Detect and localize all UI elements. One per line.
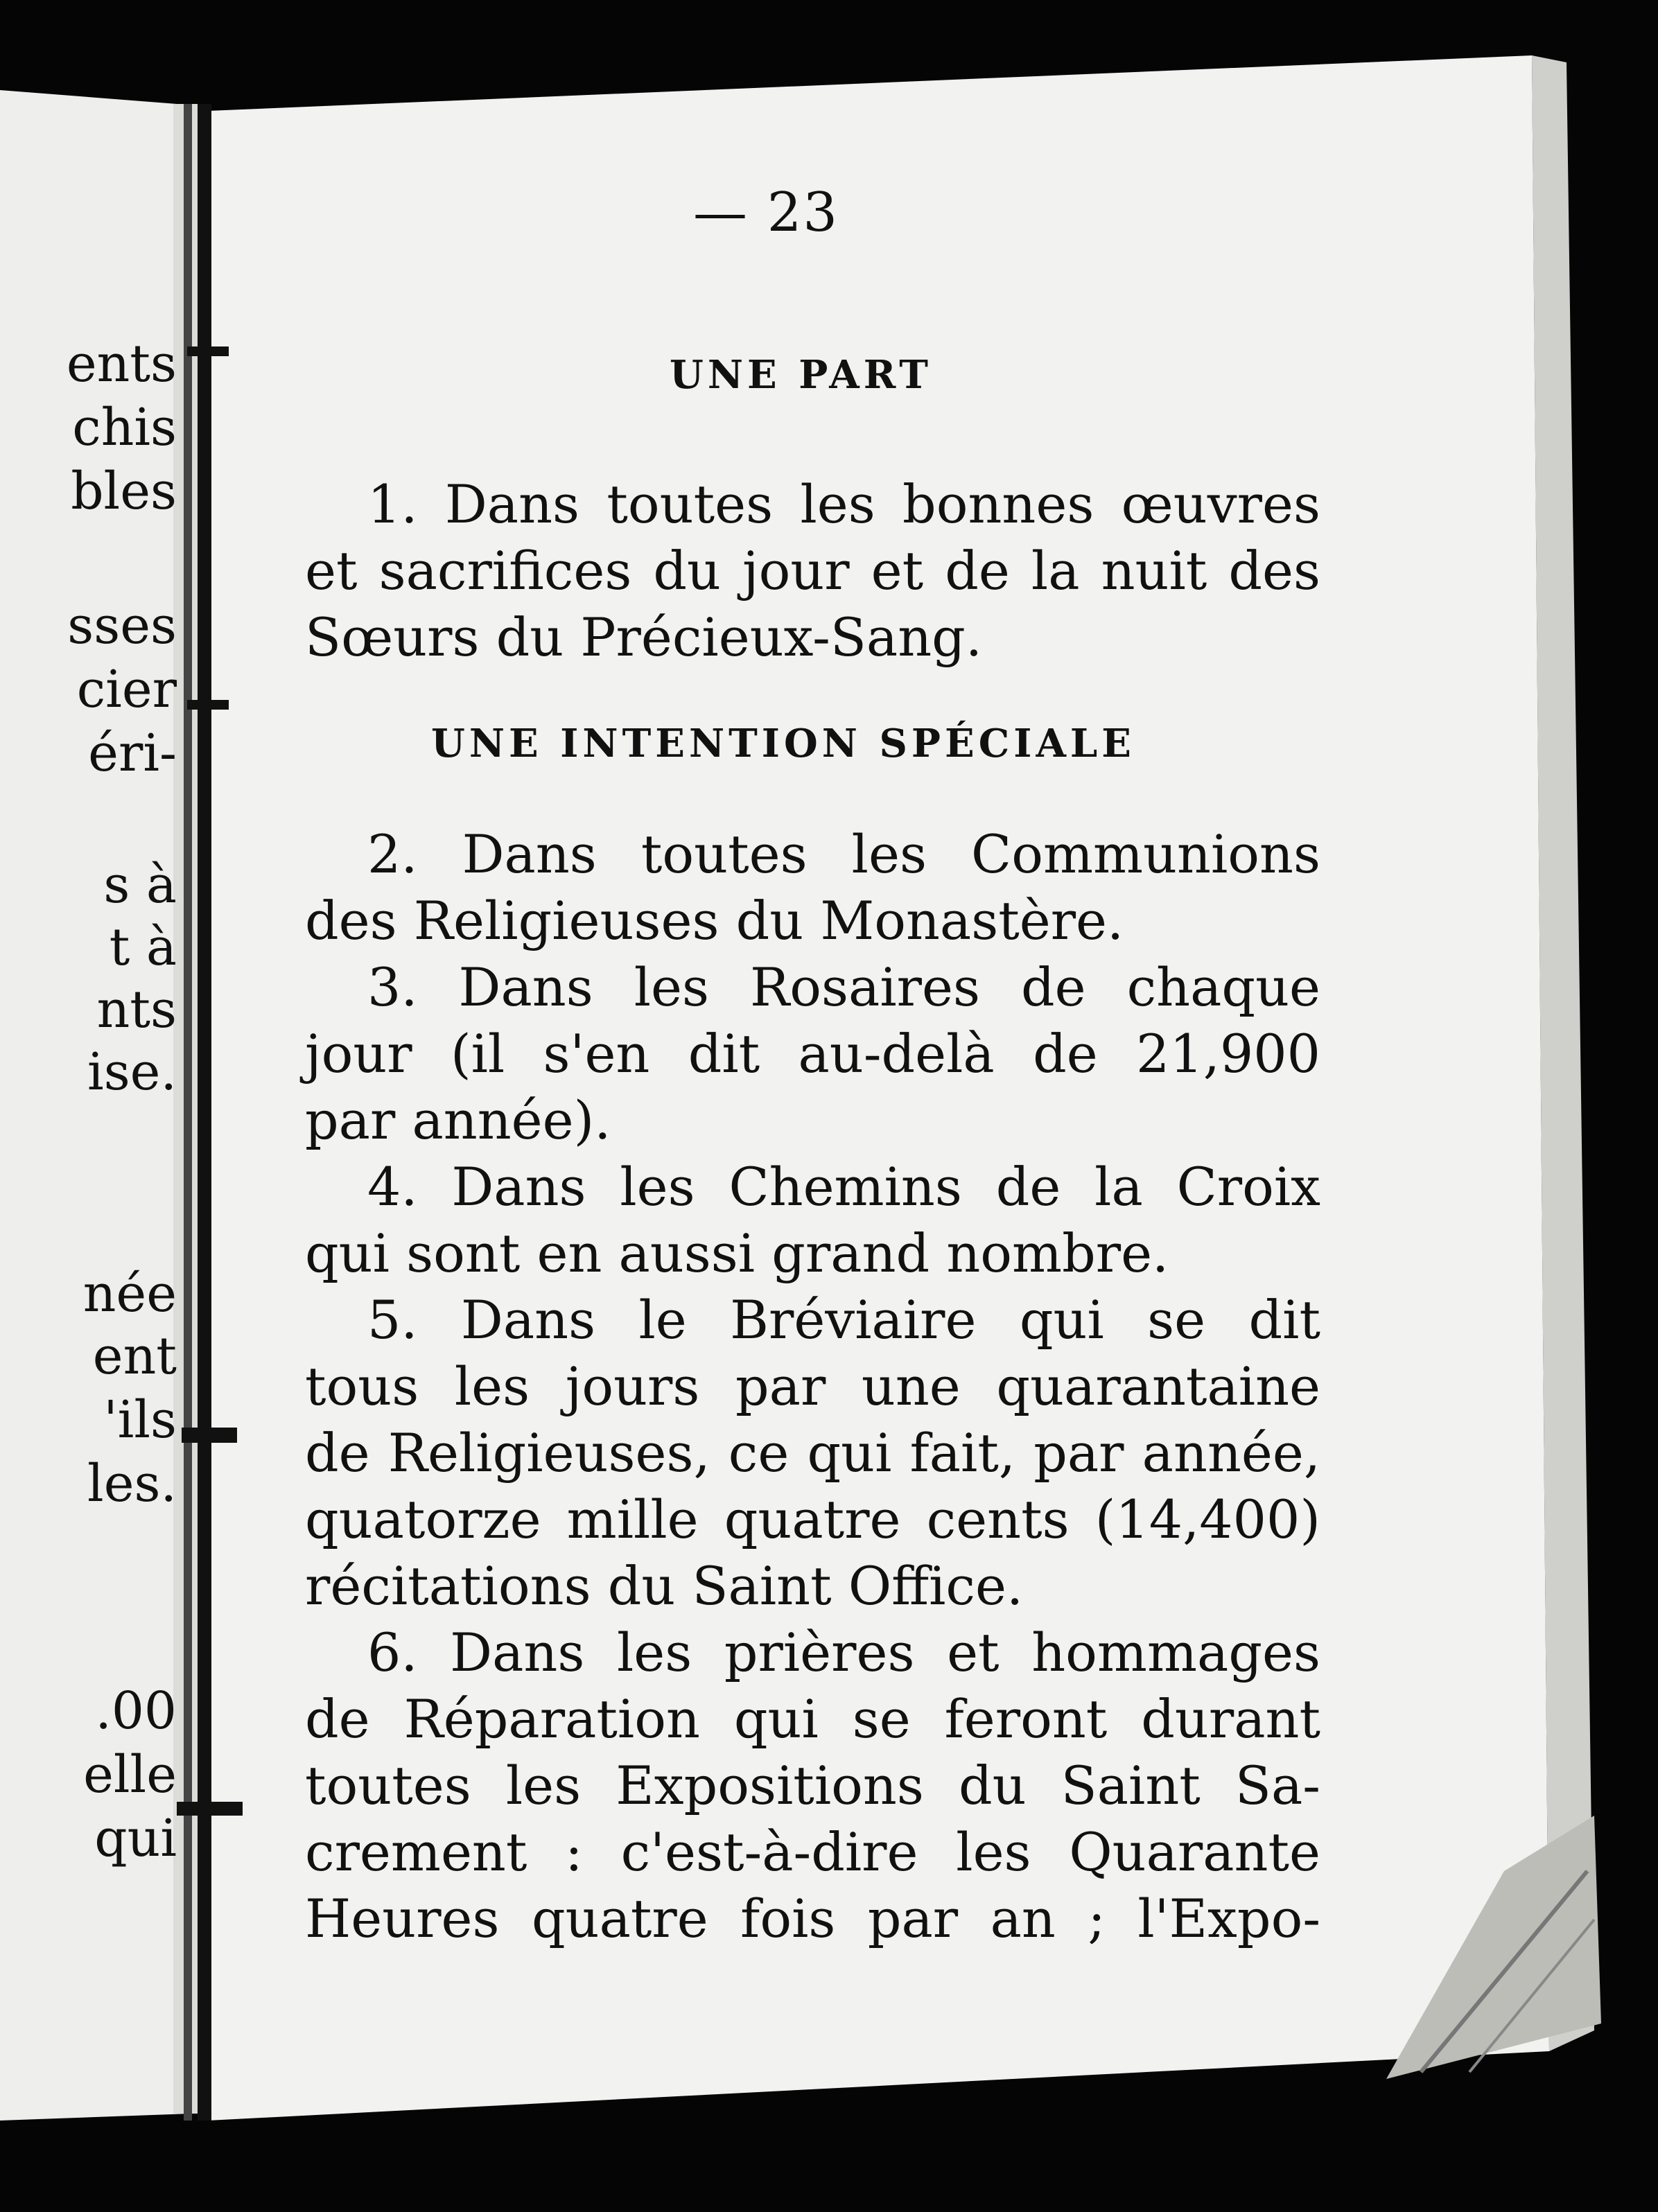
- text-line: 6. Dans les prières et hommages: [367, 1622, 1320, 1683]
- text-line: 2. Dans toutes les Communions: [367, 823, 1320, 885]
- text-line: jour (il s'en dit au-delà de 21,900: [305, 1023, 1320, 1085]
- left-fragment: elle: [83, 1745, 177, 1805]
- text-line: et sacrifices du jour et de la nuit des: [305, 540, 1320, 602]
- left-fragment: nts: [96, 980, 177, 1039]
- left-fragment: éri-: [88, 723, 177, 783]
- left-page-text: [0, 0, 194, 2212]
- text-line: 3. Dans les Rosaires de chaque: [367, 956, 1320, 1018]
- left-fragment: cier: [76, 660, 177, 719]
- left-fragment: t à: [109, 918, 177, 977]
- text-line: de Religieuses, ce qui fait, par année,: [305, 1422, 1320, 1484]
- text-line: de Réparation qui se feront durant: [305, 1688, 1320, 1750]
- text-line: Sœurs du Précieux-Sang.: [305, 606, 982, 668]
- section-heading: UNE PART: [670, 352, 932, 398]
- text-line: 4. Dans les Chemins de la Croix: [367, 1156, 1320, 1218]
- text-line: par année).: [305, 1089, 611, 1151]
- left-fragment: bles: [71, 462, 177, 521]
- left-fragment: sses: [67, 596, 177, 656]
- text-line: quatorze mille quatre cents (14,400): [305, 1489, 1320, 1550]
- left-fragment: les.: [87, 1454, 177, 1513]
- section-heading: UNE INTENTION SPÉCIALE: [431, 721, 1135, 766]
- text-line: 1. Dans toutes les bonnes œuvres: [367, 473, 1320, 535]
- left-fragment: née: [82, 1264, 177, 1324]
- text-line: tous les jours par une quarantaine: [305, 1355, 1320, 1417]
- text-line: qui sont en aussi grand nombre.: [305, 1222, 1169, 1284]
- text-line: récitations du Saint Office.: [305, 1555, 1024, 1617]
- text-line: crement : c'est-à-dire les Quarante: [305, 1821, 1320, 1883]
- left-fragment: ent: [92, 1326, 177, 1386]
- left-fragment: ents: [66, 334, 177, 394]
- left-fragment: s à: [103, 855, 177, 915]
- left-fragment: 'ils: [103, 1390, 177, 1450]
- page-number: — 23: [693, 182, 839, 244]
- text-line: toutes les Expositions du Saint Sa-: [305, 1755, 1320, 1816]
- left-fragment: qui: [94, 1809, 177, 1868]
- text-line: Heures quatre fois par an ; l'Expo-: [305, 1888, 1320, 1949]
- text-line: 5. Dans le Bréviaire qui se dit: [367, 1289, 1320, 1351]
- left-fragment: .00: [95, 1681, 177, 1741]
- text-line: des Religieuses du Monastère.: [305, 890, 1124, 951]
- left-fragment: ise.: [87, 1042, 177, 1102]
- left-fragment: chis: [72, 398, 177, 457]
